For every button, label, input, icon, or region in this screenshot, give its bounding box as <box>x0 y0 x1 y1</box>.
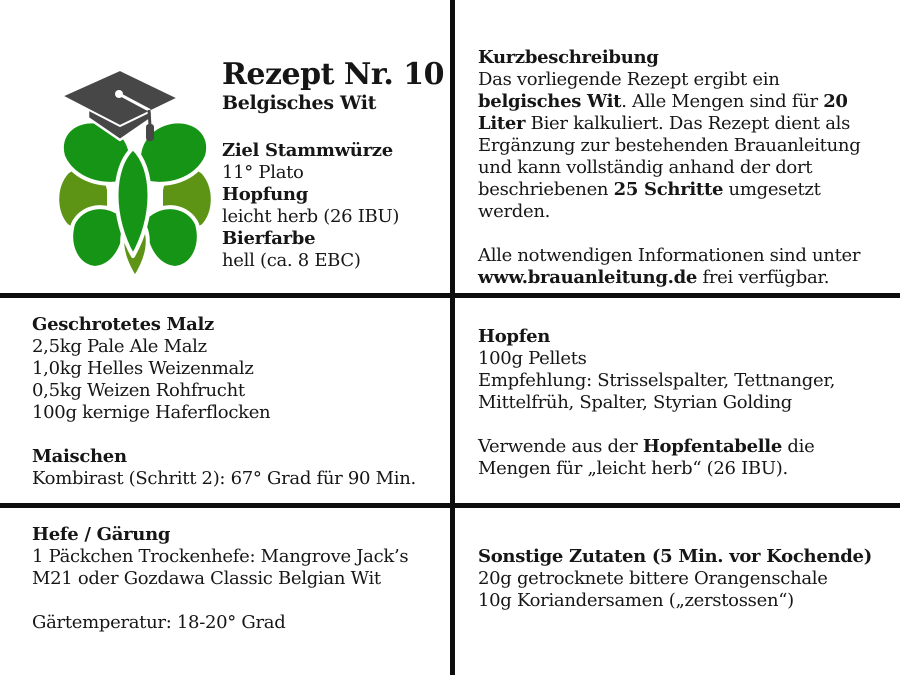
horizontal-divider-bottom <box>0 503 900 508</box>
spec-value-stammwuerze: 11° Plato <box>222 162 304 183</box>
malt-item: 100g kernige Haferflocken <box>32 402 271 423</box>
cap-tassel <box>146 124 154 141</box>
malt-item: 1,0kg Helles Weizenmalz <box>32 358 254 379</box>
malt-item: 0,5kg Weizen Rohfrucht <box>32 380 245 401</box>
spacer <box>478 414 886 436</box>
spec-value-bierfarbe: hell (ca. 8 EBC) <box>222 250 361 271</box>
hops-recommendation: Empfehlung: Strisselspalter, Tettnanger, Mittelfrüh, Spalter, Styrian Golding <box>478 370 836 413</box>
hops-pellets: 100g Pellets <box>478 348 587 369</box>
hop-cone-icon <box>57 121 213 278</box>
hops-heading: Hopfen <box>478 326 551 347</box>
spacer <box>478 223 868 245</box>
yeast-description: 1 Päckchen Trockenhefe: Mangrove Jack’s M21 oder Gozdawa Classic Belgian Wit <box>32 546 409 589</box>
hop-leaf-low-right <box>145 207 199 268</box>
page-title: Rezept Nr. 10 <box>222 57 445 92</box>
ingredient-line: 10g Koriandersamen („zerstossen“) <box>478 590 794 611</box>
hop-graduation-logo <box>55 68 215 283</box>
panel-malt-mash <box>32 314 432 490</box>
short-description-paragraph: Das vorliegende Rezept ergibt ein belgisches Wit. Alle Mengen sind für 20 Liter Bier kalkuliert. Das Rezept dient als Ergänzung zur bestehenden Brauanleitung und kann vollständig anhand der dort beschriebenen 25 Schritte umgesetzt werden. <box>478 69 861 222</box>
panel-short-description <box>478 47 868 289</box>
malt-item: 2,5kg Pale Ale Malz <box>32 336 207 357</box>
mash-instruction: Kombirast (Schritt 2): 67° Grad für 90 Min. <box>32 468 416 489</box>
spacer <box>32 424 432 446</box>
ingredient-line: 20g getrocknete bittere Orangenschale <box>478 568 828 589</box>
spec-list <box>222 140 447 272</box>
panel-other-ingredients <box>478 546 898 612</box>
yeast-heading: Hefe / Gärung <box>32 524 171 545</box>
spec-label-hopfung: Hopfung <box>222 184 309 205</box>
panel-hops <box>478 326 886 480</box>
hops-table-note: Verwende aus der Hopfentabelle die Mengen für „leicht herb“ (26 IBU). <box>478 436 815 479</box>
cap-cord-gray <box>149 110 150 126</box>
cap-button <box>115 90 123 98</box>
info-link-paragraph: Alle notwendigen Informationen sind unter www.brauanleitung.de frei verfügbar. <box>478 245 861 288</box>
horizontal-divider-top <box>0 293 900 298</box>
beer-style-subtitle: Belgisches Wit <box>222 92 377 114</box>
spec-label-bierfarbe: Bierfarbe <box>222 228 316 249</box>
vertical-divider <box>450 0 455 675</box>
mash-heading: Maischen <box>32 446 127 467</box>
panel-yeast <box>32 524 414 634</box>
panel-top-left <box>222 58 447 272</box>
other-ingredients-heading: Sonstige Zutaten (5 Min. vor Kochende) <box>478 546 872 567</box>
malt-heading: Geschrotetes Malz <box>32 314 214 335</box>
short-description-heading: Kurzbeschreibung <box>478 47 659 68</box>
spec-value-hopfung: leicht herb (26 IBU) <box>222 206 400 227</box>
fermentation-temperature: Gärtemperatur: 18-20° Grad <box>32 612 286 633</box>
spacer <box>32 590 414 612</box>
cap-board <box>62 70 178 126</box>
hop-cone-graduation-cap-icon <box>55 68 215 283</box>
spec-label-stammwuerze: Ziel Stammwürze <box>222 140 393 161</box>
